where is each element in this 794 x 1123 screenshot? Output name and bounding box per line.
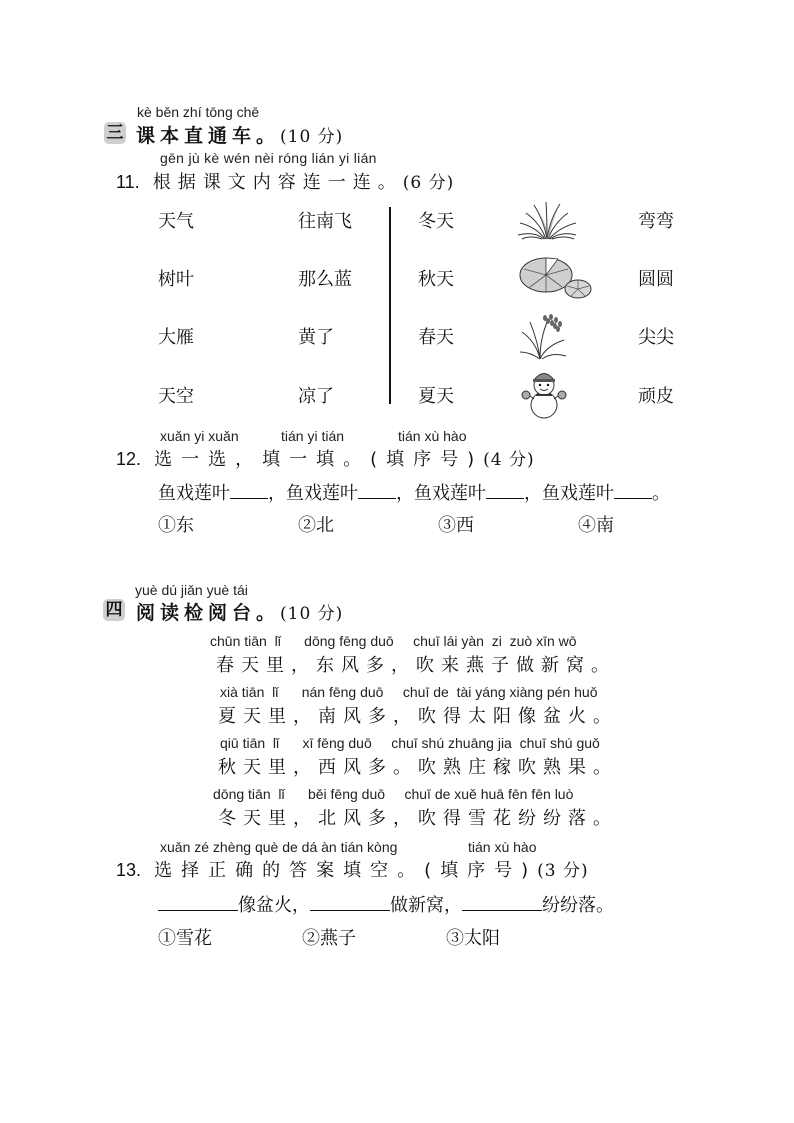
q11-season-1: 冬天 <box>418 211 454 232</box>
q13-pinyin-2: tián xù hào <box>468 839 537 855</box>
q12-option-1: ①东 <box>158 515 194 536</box>
section4-number-badge: 四 <box>103 599 125 621</box>
q12-sep-2: ， <box>396 483 414 504</box>
q13-blank-1[interactable] <box>158 892 238 911</box>
q11-shape-4: 顽皮 <box>638 386 674 407</box>
q13-fill-line <box>158 891 614 917</box>
section3-heading <box>136 121 343 148</box>
section3-score: (10 分) <box>280 127 344 147</box>
section4-heading <box>136 598 343 625</box>
poem-line-2-pinyin: xià tiān lǐ nán fēng duō chuī de tài yáng xiàng pén huǒ <box>220 684 598 700</box>
q12-option-3: ③西 <box>438 515 474 536</box>
poem-line-3-pinyin: qiū tiān lǐ xī fēng duō chuī shú zhuāng jia chuī shú guǒ <box>220 735 600 751</box>
poem-line-1-pinyin: chūn tiān lǐ dōng fēng duō chuī lái yàn zi zuò xīn wō <box>210 633 577 649</box>
q13-number: 13. <box>116 860 142 880</box>
q13-option-3: ③太阳 <box>446 928 500 949</box>
q11-left-phrase-3: 黄了 <box>298 327 334 348</box>
section4-score: (10 分) <box>280 604 344 624</box>
q12-pinyin-1: xuǎn yi xuǎn <box>160 428 239 444</box>
q13-heading <box>116 856 589 882</box>
q11-left-phrase-1: 往南飞 <box>298 211 352 232</box>
q11-season-2: 秋天 <box>418 269 454 290</box>
q11-left-word-1: 天气 <box>158 211 194 232</box>
q11-score: (6 分) <box>402 173 455 193</box>
q11-text: 根据课文内容连一连。 <box>152 172 403 193</box>
poem-line-1: 春天里，东风多，吹来燕子做新窝。 <box>216 655 616 676</box>
q12-option-2: ②北 <box>298 515 334 536</box>
section4-pinyin: yuè dú jiǎn yuè tái <box>135 582 248 598</box>
q13-pinyin-1: xuǎn zé zhèng què de dá àn tián kòng <box>160 839 398 855</box>
q12-end: 。 <box>652 483 670 504</box>
q11-season-3: 春天 <box>418 327 454 348</box>
q13-fill-2: 做新窝， <box>390 895 462 916</box>
q11-left-word-3: 大雁 <box>158 327 194 348</box>
q12-blank-1[interactable] <box>230 480 268 499</box>
q12-phrase-4: 鱼戏莲叶 <box>542 483 614 504</box>
q12-blank-4[interactable] <box>614 480 652 499</box>
column-divider <box>389 207 391 404</box>
q11-heading <box>116 168 454 194</box>
q11-shape-2: 圆圆 <box>638 269 674 290</box>
q12-sep-3: ， <box>524 483 542 504</box>
q12-number: 12. <box>116 449 142 469</box>
q12-fill-line <box>158 479 670 505</box>
q12-sep-1: ， <box>268 483 286 504</box>
q12-blank-2[interactable] <box>358 480 396 499</box>
q12-pinyin-2: tián yi tián <box>281 428 345 444</box>
poem-line-3: 秋天里，西风多。吹熟庄稼吹熟果。 <box>218 757 618 778</box>
section3-number-badge: 三 <box>104 122 126 144</box>
q11-left-word-4: 天空 <box>158 386 194 407</box>
q12-paren: (填序号) <box>370 449 484 470</box>
q12-blank-3[interactable] <box>486 480 524 499</box>
poem-line-2: 夏天里，南风多，吹得太阳像盆火。 <box>218 706 618 727</box>
q12-heading <box>116 445 535 471</box>
q11-season-4: 夏天 <box>418 386 454 407</box>
q11-left-phrase-4: 凉了 <box>298 386 334 407</box>
q12-option-4: ④南 <box>578 515 614 536</box>
q13-blank-3[interactable] <box>462 892 542 911</box>
snowman-icon <box>518 365 570 421</box>
q12-text: 选一选，填一填。 <box>154 449 371 470</box>
lotus-leaf-icon <box>518 255 594 301</box>
q12-pinyin-3: tián xù hào <box>398 428 467 444</box>
poem-line-4: 冬天里，北风多，吹得雪花纷纷落。 <box>218 808 618 829</box>
q13-blank-2[interactable] <box>310 892 390 911</box>
q11-shape-3: 尖尖 <box>638 327 674 348</box>
q11-pinyin: gēn jù kè wén nèi róng lián yi lián <box>160 150 377 166</box>
rice-plant-icon <box>518 312 570 360</box>
q12-phrase-2: 鱼戏莲叶 <box>286 483 358 504</box>
q13-text: 选择正确的答案填空。 <box>154 860 425 881</box>
q13-option-2: ②燕子 <box>302 928 356 949</box>
section3-title: 课本直通车。 <box>136 125 281 147</box>
grass-icon <box>516 201 578 241</box>
q11-left-phrase-2: 那么蓝 <box>298 269 352 290</box>
q13-fill-1: 像盆火， <box>238 895 310 916</box>
q13-option-1: ①雪花 <box>158 928 212 949</box>
section4-title: 阅读检阅台。 <box>136 602 281 624</box>
q13-paren: (填序号) <box>424 860 538 881</box>
q11-shape-1: 弯弯 <box>638 211 674 232</box>
q11-left-word-2: 树叶 <box>158 269 194 290</box>
q12-phrase-1: 鱼戏莲叶 <box>158 483 230 504</box>
q11-number: 11. <box>116 172 140 192</box>
q12-score: (4 分) <box>483 450 535 470</box>
section3-pinyin: kè běn zhí tōng chē <box>137 104 260 120</box>
q13-score: (3 分) <box>537 861 589 881</box>
q13-fill-3: 纷纷落。 <box>542 895 614 916</box>
poem-line-4-pinyin: dōng tiān lǐ běi fēng duō chuī de xuě huā fēn fēn luò <box>213 786 574 802</box>
q12-phrase-3: 鱼戏莲叶 <box>414 483 486 504</box>
